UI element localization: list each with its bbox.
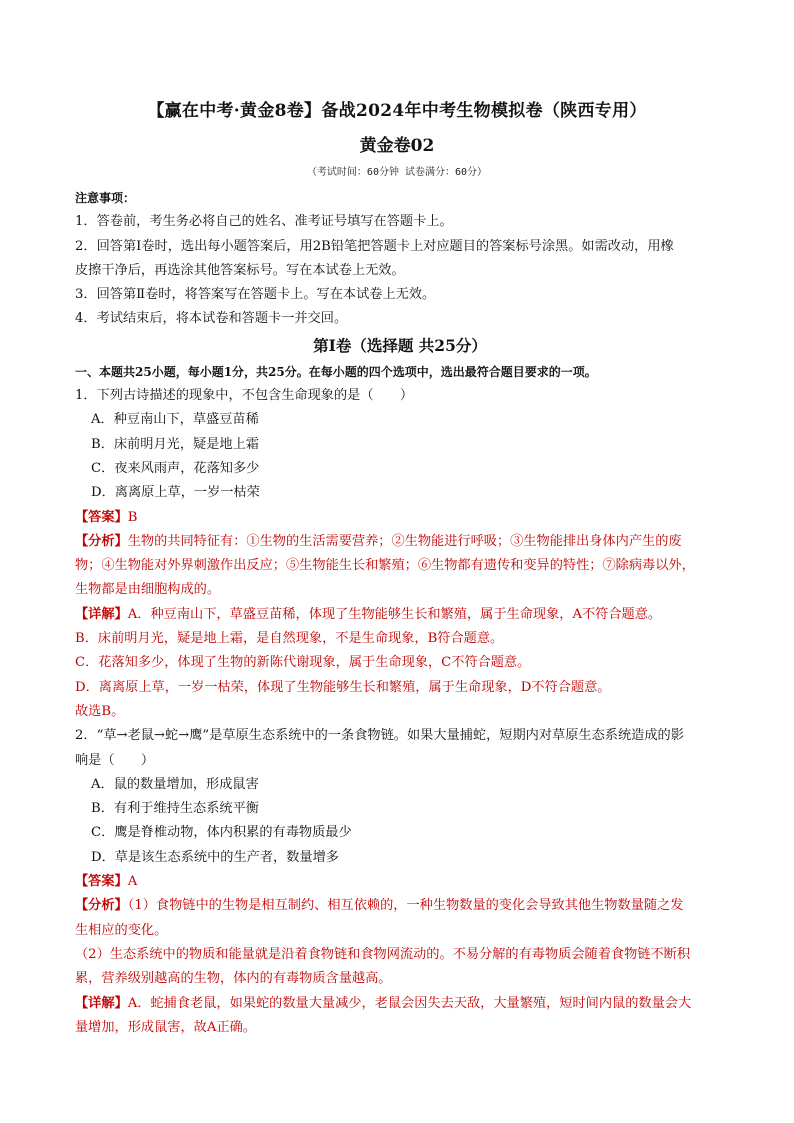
question-2-detail-line: 量增加，形成鼠害，故A正确。: [75, 1019, 256, 1035]
analysis-text: 生物的共同特征有：①生物的生活需要营养；②生物能进行呼吸；③生物能排出身体内产生的废: [127, 533, 682, 549]
question-2-stem: 2．“草→老鼠→蛇→鹰”是草原生态系统中的一条食物链。如果大量捕蛇，短期内对草原生态系统造成的影: [75, 728, 684, 744]
notice-item: 2．回答第Ⅰ卷时，选出每小题答案后，用2B铅笔把答题卡上对应题目的答案标号涂黑。如需改动，用橡: [75, 238, 674, 254]
question-1-option-b: B．床前明月光，疑是地上霜: [91, 436, 259, 452]
exam-info: （考试时间：60分钟 试卷满分：60分）: [306, 167, 488, 178]
question-1-detail-line: D．离离原上草，一岁一枯荣，体现了生物能够生长和繁殖，属于生命现象，D不符合题意。: [75, 679, 611, 695]
notice-item: 3．回答第Ⅱ卷时，将答案写在答题卡上。写在本试卷上无效。: [75, 287, 436, 303]
question-1-option-a: A．种豆南山下，草盛豆苗稀: [91, 412, 259, 428]
detail-text: A．蛇捕食老鼠，如果蛇的数量大量减少，老鼠会因失去天敌，大量繁殖，短时间内鼠的数量会大: [127, 995, 692, 1011]
question-2-analysis-line: 生相应的变化。: [75, 922, 168, 938]
detail-text: A．种豆南山下，草盛豆苗稀，体现了生物能够生长和繁殖，属于生命现象，A不符合题意。: [127, 606, 662, 622]
question-2-option-a: A．鼠的数量增加，形成鼠害: [91, 776, 259, 792]
section-title: 第Ⅰ卷（选择题 共25分）: [313, 335, 487, 355]
analysis-text: （1）食物链中的生物是相互制约、相互依赖的，一种生物数量的变化会导致其他生物数量随之发: [127, 898, 684, 914]
question-1-option-c: C．夜来风雨声，花落知多少: [91, 460, 260, 476]
question-2-analysis-line: [75, 894, 725, 918]
question-2-detail-line: [75, 992, 725, 1016]
question-1-analysis-line: 生物都是由细胞构成的。: [75, 582, 221, 598]
notice-item: 皮擦干净后，再选涂其他答案标号。写在本试卷上无效。: [75, 262, 405, 278]
question-1-answer: [75, 506, 725, 530]
question-1-option-d: D．离离原上草，一岁一枯荣: [91, 485, 260, 501]
notice-heading: 注意事项：: [75, 191, 136, 205]
answer-value: A: [127, 874, 138, 890]
question-1-analysis-line: 物；④生物能对外界刺激作出反应；⑤生物能生长和繁殖；⑥生物都有遗传和变异的特性；⑦除病毒以外，: [75, 558, 695, 574]
question-1-detail-line: C．花落知多少，体现了生物的新陈代谢现象，属于生命现象，C不符合题意。: [75, 655, 531, 671]
answer-tag: 【答案】: [75, 509, 128, 525]
detail-tag: 【详解】: [75, 995, 128, 1011]
question-1-conclusion: 故选B。: [75, 703, 125, 719]
section-instruction: 一、本题共25小题，每小题1分，共25分。在每小题的四个选项中，选出最符合题目要求的一项。: [75, 364, 597, 379]
question-2-option-d: D．草是该生态系统中的生产者，数量增多: [91, 849, 339, 865]
notice-item: 4．考试结束后，将本试卷和答题卡一并交回。: [75, 311, 348, 327]
answer-value: B: [127, 509, 138, 525]
question-1-detail-line: B．床前明月光，疑是地上霜，是自然现象，不是生命现象，B符合题意。: [75, 631, 504, 647]
exam-subtitle: 黄金卷02: [359, 136, 435, 156]
question-2-option-b: B．有利于维持生态系统平衡: [91, 801, 259, 817]
detail-tag: 【详解】: [75, 606, 128, 622]
question-2-answer: [75, 870, 725, 894]
question-2-analysis-line: 累，营养级别越高的生物，体内的有毒物质含量越高。: [75, 971, 392, 987]
question-2-analysis-line: （2）生态系统中的物质和能量就是沿着食物链和食物网流动的。不易分解的有毒物质会随着食物链不断积: [75, 946, 691, 962]
notice-item: 1．答卷前，考生务必将自己的姓名、准考证号填写在答题卡上。: [75, 214, 453, 230]
question-1-stem: 1．下列古诗描述的现象中，不包含生命现象的是（ ）: [75, 388, 414, 404]
question-2-option-c: C．鹰是脊椎动物，体内积累的有毒物质最少: [91, 825, 352, 841]
question-1-detail-line: [75, 603, 725, 627]
analysis-tag: 【分析】: [75, 533, 128, 549]
question-1-analysis-line: [75, 530, 725, 554]
analysis-tag: 【分析】: [75, 898, 128, 914]
question-2-stem: 响是（ ）: [75, 752, 155, 768]
document-body: [75, 186, 725, 1040]
answer-tag: 【答案】: [75, 874, 128, 890]
exam-title: 【赢在中考·黄金8卷】备战2024年中考生物模拟卷（陕西专用）: [147, 101, 647, 121]
